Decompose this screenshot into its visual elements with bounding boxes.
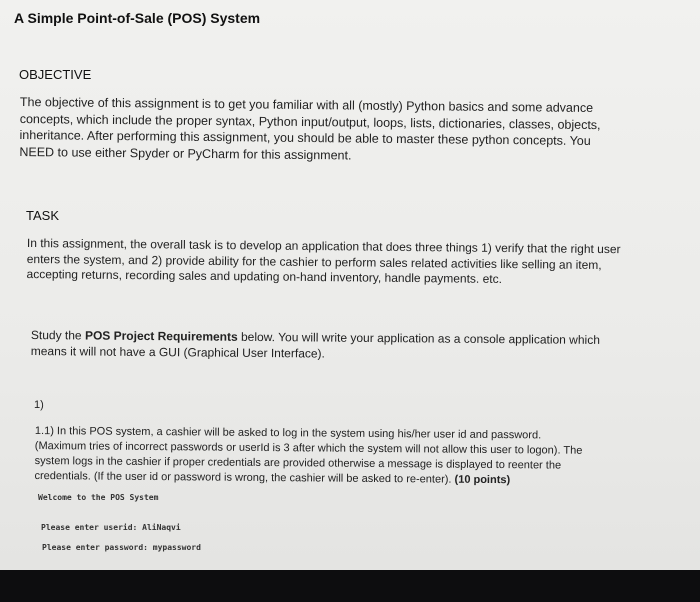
study-paragraph [31, 328, 601, 364]
task-heading: TASK [26, 208, 59, 223]
console-userid-line: Please enter userid: AliNaqvi [41, 523, 181, 532]
requirement-1-paragraph [34, 424, 595, 489]
task-paragraph: In this assignment, the overall task is to develop an application that does three things 1) verify that the right user enters the system, and 2) provide ability for the cashier to perform sales related activities like selling an item, accepting returns, recording sales and updating on-hand inventory, handle payments. etc. [26, 236, 621, 286]
console-welcome: Welcome to the POS System [38, 493, 159, 502]
screen-bottom-bezel [0, 570, 700, 602]
study-text-after: below. You will write your application as a console application which means it will not have a GUI (Graphical User Interface). [30, 329, 600, 361]
requirement-1-points: (10 points) [454, 473, 511, 487]
objective-paragraph: The objective of this assignment is to get you familiar with all (mostly) Python basics and some advance concepts, which include the proper syntax, Python input/output, loops, lists, dictionaries, classes, objects, inheritance. After performing this assignment, you should be able to master these python concepts. You NEED to use either Spyder or PyCharm for this assignment. [19, 94, 601, 162]
objective-heading: OBJECTIVE [19, 67, 92, 82]
study-bold-requirements: POS Project Requirements [84, 328, 238, 344]
study-text-before: Study the [30, 328, 86, 343]
document-title: A Simple Point-of-Sale (POS) System [14, 10, 261, 26]
requirement-1-text: 1.1) In this POS system, a cashier will be asked to log in the system using his/her user id and password. (Maximum tries of incorrect passwords or userId is 3 after which the system will not allow this user to logon). The system logs in the cashier if proper credentials are provided otherwise a message is displayed to reenter the credentials. (If the user id or password is wrong, the cashier will be asked to re-enter). [34, 424, 583, 486]
requirement-number: 1) [34, 399, 44, 411]
console-password-line: Please enter password: mypassword [42, 543, 201, 552]
